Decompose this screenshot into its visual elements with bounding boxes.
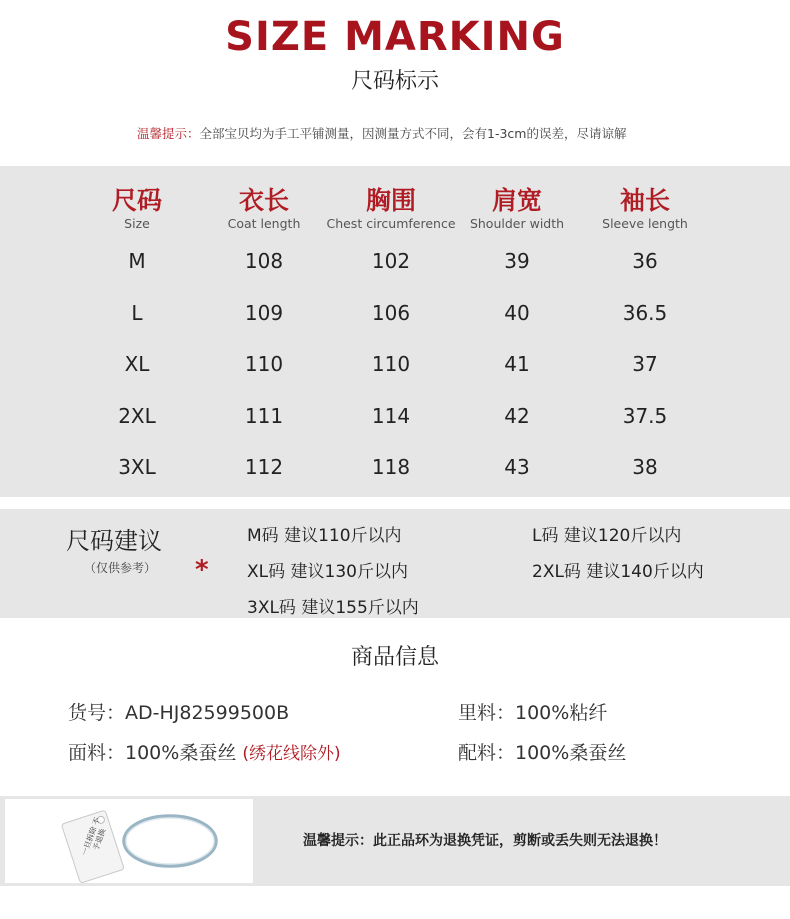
cell-chest: 106 bbox=[371, 301, 411, 325]
header-coat-en: Coat length bbox=[227, 216, 301, 231]
header-chest-en: Chest circumference bbox=[326, 216, 456, 231]
product-info-title: 商品信息 bbox=[350, 645, 439, 670]
cell-sleeve: 37.5 bbox=[622, 404, 668, 428]
cell-chest: 114 bbox=[371, 404, 411, 428]
cell-size: L bbox=[131, 301, 143, 325]
cell-shoulder: 43 bbox=[504, 455, 530, 479]
tip-text: 全部宝贝均为手工平铺测量，因测量方式不同，会有1-3cm的误差，尽请谅解 bbox=[199, 126, 627, 141]
cell-sleeve: 38 bbox=[632, 455, 658, 479]
advice-subtitle: （仅供参考） bbox=[84, 561, 157, 575]
trim-material: 配料：100%桑蚕丝 bbox=[458, 742, 627, 764]
size-table bbox=[0, 166, 790, 497]
cell-shoulder: 42 bbox=[504, 404, 530, 428]
advice-item: 3XL码 建议155斤以内 bbox=[247, 598, 419, 618]
advice-item: L码 建议120斤以内 bbox=[532, 526, 682, 546]
header-sleeve-cn: 袖长 bbox=[619, 186, 670, 215]
item-number: 货号：AD-HJ82599500B bbox=[68, 702, 290, 724]
cell-coat-length: 108 bbox=[244, 249, 284, 273]
security-tag-image bbox=[5, 799, 253, 883]
cell-size: M bbox=[128, 249, 146, 273]
cell-coat-length: 111 bbox=[244, 404, 284, 428]
header-shoulder-en: Shoulder width bbox=[469, 216, 565, 231]
header-sleeve-en: Sleeve length bbox=[602, 216, 688, 231]
return-notice bbox=[0, 796, 790, 886]
advice-item: 2XL码 建议140斤以内 bbox=[532, 562, 704, 582]
advice-item: XL码 建议130斤以内 bbox=[247, 562, 408, 582]
fabric-material bbox=[68, 738, 341, 765]
cell-size: 2XL bbox=[118, 404, 156, 428]
asterisk-icon: * bbox=[195, 555, 209, 585]
header-size-cn: 尺码 bbox=[111, 186, 162, 215]
header-size-en: Size bbox=[124, 216, 150, 231]
cell-size: XL bbox=[124, 352, 150, 376]
cell-coat-length: 112 bbox=[244, 455, 284, 479]
cell-shoulder: 39 bbox=[504, 249, 530, 273]
size-advice bbox=[0, 509, 790, 618]
advice-item: M码 建议110斤以内 bbox=[247, 526, 402, 546]
header-shoulder-cn: 肩宽 bbox=[491, 186, 542, 215]
advice-title: 尺码建议 bbox=[66, 527, 162, 555]
fabric-note: (绣花线除外) bbox=[242, 744, 341, 764]
cell-chest: 118 bbox=[371, 455, 411, 479]
page-subtitle: 尺码标示 bbox=[350, 69, 439, 94]
cell-sleeve: 36.5 bbox=[622, 301, 668, 325]
cell-sleeve: 36 bbox=[632, 249, 658, 273]
measurement-tip bbox=[137, 124, 626, 142]
tag-label: 一旦拆除 不予退换 bbox=[79, 816, 108, 857]
notice-text: 温馨提示：此正品环为退换凭证，剪断或丢失则无法退换！ bbox=[303, 833, 667, 849]
cell-shoulder: 40 bbox=[504, 301, 530, 325]
cell-shoulder: 41 bbox=[504, 352, 530, 376]
header-chest-cn: 胸围 bbox=[365, 186, 416, 215]
header-coat-cn: 衣长 bbox=[238, 186, 289, 215]
cell-coat-length: 110 bbox=[244, 352, 284, 376]
cell-chest: 110 bbox=[371, 352, 411, 376]
cell-chest: 102 bbox=[371, 249, 411, 273]
lining-material: 里料：100%粘纤 bbox=[458, 702, 608, 724]
page-title: SIZE MARKING bbox=[225, 14, 565, 60]
tag-ring-icon bbox=[5, 799, 253, 883]
cell-coat-length: 109 bbox=[244, 301, 284, 325]
cell-sleeve: 37 bbox=[632, 352, 658, 376]
cell-size: 3XL bbox=[118, 455, 156, 479]
fabric-label: 面料：100%桑蚕丝 bbox=[68, 742, 237, 764]
tip-lead: 温馨提示： bbox=[137, 126, 200, 141]
